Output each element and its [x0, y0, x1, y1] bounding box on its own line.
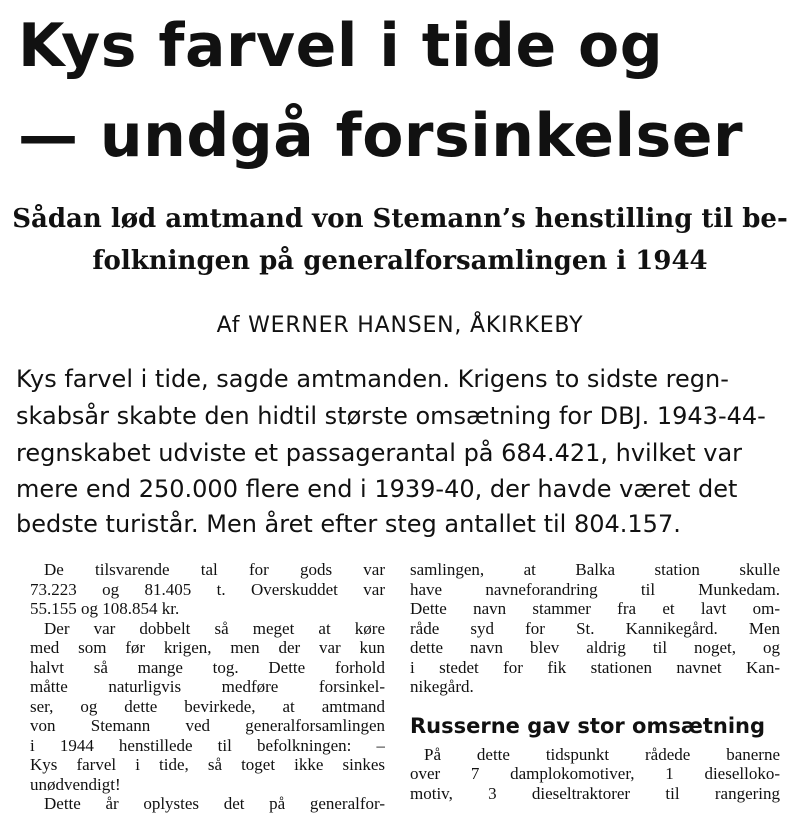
body-line: På dette tidspunkt rådede banerne — [424, 745, 780, 764]
lead-line: mere end 250.000 flere end i 1939-40, der havde været det — [16, 475, 738, 503]
body-line: unødvendigt! — [30, 775, 121, 794]
body-line: måtte naturligvis medføre forsinkel- — [30, 678, 385, 696]
body-line: halvt så mange tog. Dette forhold — [30, 658, 385, 677]
body-line: dette navn blev aldrig til noget, og — [410, 639, 780, 657]
body-line: De tilsvarende tal for gods var — [44, 561, 385, 579]
body-line: motiv, 3 dieseltraktorer til rangering — [410, 784, 780, 803]
right-column — [410, 561, 780, 804]
lead-line: skabsår skabte den hidtil største omsætning for DBJ. 1943-44- — [16, 402, 766, 430]
body-line: von Stemann ved generalforsamlingen — [30, 717, 385, 735]
body-line: Dette navn stammer fra et lavt om- — [410, 600, 780, 618]
body-line: 73.223 og 81.405 t. Overskuddet var — [30, 580, 385, 599]
lead-line: bedste turistår. Men året efter steg antallet til 804.157. — [16, 510, 681, 538]
lead-line: Kys farvel i tide, sagde amtmanden. Krigens to sidste regn- — [16, 365, 729, 393]
body-line: nikegård. — [410, 678, 474, 696]
body-line: Dette år oplystes det på generalfor- — [44, 795, 385, 813]
body-line: have navneforandring til Munkedam. — [410, 580, 780, 599]
byline: Af WERNER HANSEN, ÅKIRKEBY — [216, 313, 584, 338]
section-heading: Russerne gav stor omsætning — [410, 713, 766, 738]
subheadline-line-1: Sådan lød amtmand von Stemann’s henstilling til be- — [12, 204, 788, 234]
body-line: med som før krigen, men der var kun — [30, 639, 385, 657]
body-line: i 1944 henstillede til befolkningen: – — [30, 736, 385, 755]
left-column — [30, 561, 385, 815]
headline-line-1: Kys farvel i tide og — [18, 11, 664, 81]
body-line: over 7 damplokomotiver, 1 diesellоko- — [410, 765, 780, 783]
body-line: Kys farvel i tide, så toget ikke sinkes — [30, 756, 385, 774]
headline-line-2: — undgå forsinkelser — [18, 101, 744, 171]
body-line: ser, og dette bevirkede, at amtmand — [30, 697, 385, 716]
body-line: i stedet for fik stationen navnet Kan- — [410, 658, 780, 677]
body-line: 55.155 og 108.854 kr. — [30, 600, 180, 618]
lead-line: regnskabet udviste et passagerantal på 684.421, hvilket var — [16, 439, 743, 467]
body-line: samlingen, at Balka station skulle — [410, 561, 780, 579]
body-line: Der var dobbelt så meget at køre — [44, 619, 385, 638]
body-line: råde syd for St. Kannikegård. Men — [410, 619, 780, 638]
subheadline-line-2: folkningen på generalforsamlingen i 1944 — [92, 246, 708, 276]
